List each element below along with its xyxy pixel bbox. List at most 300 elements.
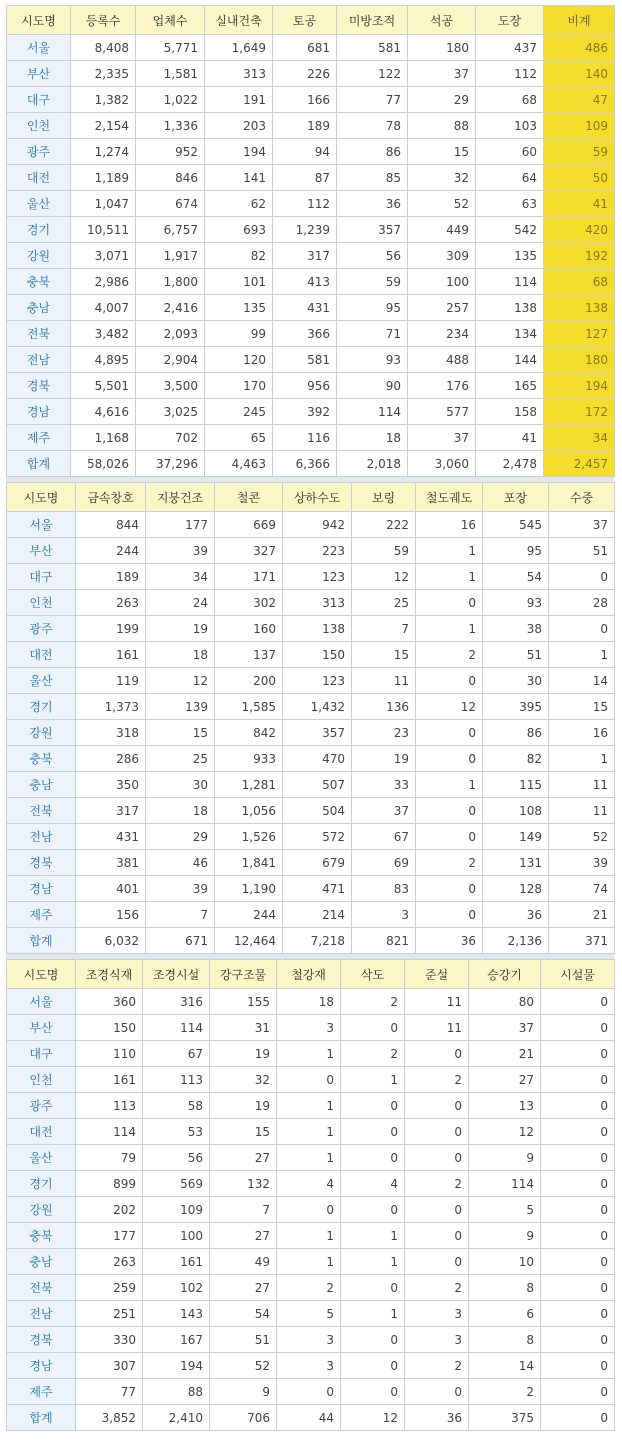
value-cell: 471 [283,876,352,902]
region-name-cell: 인천 [7,113,71,139]
value-cell: 0 [541,1015,615,1041]
region-name-cell: 충남 [7,295,71,321]
value-cell: 1,281 [215,772,283,798]
value-cell: 6,366 [273,451,337,477]
value-cell: 53 [143,1119,210,1145]
value-cell: 95 [483,538,549,564]
value-cell: 0 [416,668,483,694]
value-cell: 116 [273,425,337,451]
region-name-cell: 강원 [7,1197,76,1223]
value-cell: 401 [76,876,146,902]
value-cell: 189 [273,113,337,139]
value-cell: 0 [341,1327,405,1353]
value-cell: 2,093 [136,321,205,347]
value-cell: 19 [146,616,215,642]
value-cell: 21 [469,1041,541,1067]
table-header-row [7,6,615,35]
value-cell: 2,018 [337,451,408,477]
value-cell: 27 [210,1145,277,1171]
value-cell: 2,154 [71,113,136,139]
value-cell: 25 [352,590,416,616]
value-cell: 15 [210,1119,277,1145]
region-name-cell: 전남 [7,347,71,373]
value-cell: 99 [205,321,273,347]
value-cell: 191 [205,87,273,113]
value-cell: 135 [205,295,273,321]
value-cell: 63 [476,191,544,217]
value-cell: 144 [476,347,544,373]
table-row [7,165,615,191]
region-name-cell: 경남 [7,1353,76,1379]
table-row [7,590,615,616]
value-cell: 1 [277,1119,341,1145]
value-cell: 470 [283,746,352,772]
value-cell: 52 [210,1353,277,1379]
value-cell: 1,800 [136,269,205,295]
value-cell: 0 [541,1041,615,1067]
value-cell: 177 [146,512,215,538]
value-cell: 313 [205,61,273,87]
value-cell: 330 [76,1327,143,1353]
value-cell: 6,757 [136,217,205,243]
table-row [7,425,615,451]
region-name-cell: 대구 [7,1041,76,1067]
value-cell: 59 [337,269,408,295]
value-cell: 0 [541,989,615,1015]
column-header: 미방조적 [337,6,408,35]
value-cell: 1 [549,746,615,772]
region-name-cell: 경북 [7,850,76,876]
column-header: 수중 [549,483,615,512]
value-cell: 1,022 [136,87,205,113]
value-cell: 18 [337,425,408,451]
value-cell: 1,373 [76,694,146,720]
value-cell: 165 [476,373,544,399]
value-cell: 150 [76,1015,143,1041]
value-cell: 11 [549,798,615,824]
value-cell: 0 [541,1223,615,1249]
value-cell: 0 [541,1405,615,1431]
region-name-cell: 울산 [7,191,71,217]
value-cell: 1 [341,1301,405,1327]
value-cell: 33 [352,772,416,798]
value-cell: 0 [549,616,615,642]
table-row [7,217,615,243]
value-cell: 59 [352,538,416,564]
value-cell: 132 [210,1171,277,1197]
region-name-cell: 광주 [7,1093,76,1119]
region-name-cell: 전남 [7,1301,76,1327]
value-cell: 2 [416,642,483,668]
value-cell: 0 [341,1353,405,1379]
table-row [7,1301,615,1327]
value-cell: 88 [143,1379,210,1405]
value-cell: 488 [408,347,476,373]
value-cell: 0 [405,1119,469,1145]
value-cell: 1 [341,1223,405,1249]
value-cell: 0 [541,1327,615,1353]
column-header: 토공 [273,6,337,35]
value-cell: 131 [483,850,549,876]
value-cell: 2 [341,1041,405,1067]
table-row [7,373,615,399]
value-cell: 9 [469,1145,541,1171]
region-name-cell: 합계 [7,451,71,477]
value-cell: 674 [136,191,205,217]
table-row [7,642,615,668]
value-cell: 3 [405,1327,469,1353]
value-cell: 1 [277,1223,341,1249]
value-cell: 14 [549,668,615,694]
value-cell: 9 [210,1379,277,1405]
value-cell: 5 [469,1197,541,1223]
value-cell: 9 [469,1223,541,1249]
value-cell: 1,841 [215,850,283,876]
region-name-cell: 합계 [7,928,76,954]
value-cell: 34 [544,425,615,451]
value-cell: 194 [143,1353,210,1379]
value-cell: 138 [544,295,615,321]
value-cell: 67 [352,824,416,850]
value-cell: 56 [337,243,408,269]
value-cell: 2 [277,1275,341,1301]
value-cell: 0 [416,746,483,772]
table-row [7,1379,615,1405]
table-header-row [7,960,615,989]
value-cell: 2,457 [544,451,615,477]
value-cell: 155 [210,989,277,1015]
value-cell: 100 [143,1223,210,1249]
value-cell: 2 [341,989,405,1015]
value-cell: 1 [416,538,483,564]
value-cell: 395 [483,694,549,720]
value-cell: 1,649 [205,35,273,61]
column-header: 삭도 [341,960,405,989]
value-cell: 2,478 [476,451,544,477]
value-cell: 0 [277,1197,341,1223]
registration-table-3 [6,959,615,1431]
value-cell: 1 [416,616,483,642]
value-cell: 123 [283,668,352,694]
value-cell: 170 [205,373,273,399]
column-header: 조경식재 [76,960,143,989]
table-row [7,694,615,720]
value-cell: 86 [483,720,549,746]
value-cell: 150 [283,642,352,668]
value-cell: 4,463 [205,451,273,477]
value-cell: 844 [76,512,146,538]
value-cell: 77 [76,1379,143,1405]
value-cell: 12,464 [215,928,283,954]
column-header: 철강재 [277,960,341,989]
value-cell: 234 [408,321,476,347]
value-cell: 47 [544,87,615,113]
table-row [7,989,615,1015]
value-cell: 318 [76,720,146,746]
value-cell: 37,296 [136,451,205,477]
total-row [7,451,615,477]
value-cell: 0 [541,1119,615,1145]
value-cell: 29 [146,824,215,850]
value-cell: 38 [483,616,549,642]
region-name-cell: 경기 [7,694,76,720]
value-cell: 1,585 [215,694,283,720]
value-cell: 30 [146,772,215,798]
value-cell: 413 [273,269,337,295]
value-cell: 8 [469,1327,541,1353]
value-cell: 88 [408,113,476,139]
value-cell: 3,500 [136,373,205,399]
value-cell: 67 [143,1041,210,1067]
value-cell: 0 [277,1067,341,1093]
value-cell: 706 [210,1405,277,1431]
value-cell: 12 [146,668,215,694]
value-cell: 11 [352,668,416,694]
value-cell: 90 [337,373,408,399]
value-cell: 12 [341,1405,405,1431]
table-row [7,139,615,165]
value-cell: 123 [283,564,352,590]
value-cell: 0 [541,1067,615,1093]
value-cell: 693 [205,217,273,243]
table-row [7,87,615,113]
table-row [7,798,615,824]
value-cell: 54 [483,564,549,590]
table-row [7,512,615,538]
value-cell: 0 [405,1093,469,1119]
value-cell: 846 [136,165,205,191]
value-cell: 4 [277,1171,341,1197]
value-cell: 360 [76,989,143,1015]
value-cell: 5,771 [136,35,205,61]
value-cell: 203 [205,113,273,139]
region-name-cell: 전북 [7,798,76,824]
value-cell: 1,432 [283,694,352,720]
value-cell: 392 [273,399,337,425]
value-cell: 110 [76,1041,143,1067]
value-cell: 114 [76,1119,143,1145]
value-cell: 2 [469,1379,541,1405]
value-cell: 952 [136,139,205,165]
value-cell: 317 [273,243,337,269]
value-cell: 109 [143,1197,210,1223]
value-cell: 52 [408,191,476,217]
value-cell: 1 [277,1041,341,1067]
value-cell: 36 [405,1405,469,1431]
value-cell: 11 [549,772,615,798]
value-cell: 7 [210,1197,277,1223]
value-cell: 316 [143,989,210,1015]
region-name-cell: 울산 [7,1145,76,1171]
region-name-cell: 대구 [7,564,76,590]
value-cell: 0 [341,1197,405,1223]
value-cell: 0 [341,1015,405,1041]
value-cell: 681 [273,35,337,61]
value-cell: 3,060 [408,451,476,477]
region-name-cell: 제주 [7,425,71,451]
value-cell: 3 [352,902,416,928]
table-row [7,269,615,295]
value-cell: 158 [476,399,544,425]
statistics-page [6,5,614,1431]
value-cell: 109 [544,113,615,139]
value-cell: 112 [476,61,544,87]
value-cell: 1,047 [71,191,136,217]
region-name-cell: 전북 [7,321,71,347]
value-cell: 199 [76,616,146,642]
value-cell: 366 [273,321,337,347]
value-cell: 18 [146,798,215,824]
value-cell: 572 [283,824,352,850]
region-name-cell: 충북 [7,1223,76,1249]
value-cell: 2 [416,850,483,876]
column-header: 실내건축 [205,6,273,35]
value-cell: 545 [483,512,549,538]
value-cell: 10,511 [71,217,136,243]
value-cell: 49 [210,1249,277,1275]
region-name-cell: 제주 [7,902,76,928]
column-header: 비계 [544,6,615,35]
region-name-cell: 광주 [7,139,71,165]
column-header: 상하수도 [283,483,352,512]
value-cell: 13 [469,1093,541,1119]
value-cell: 114 [469,1171,541,1197]
value-cell: 114 [143,1015,210,1041]
value-cell: 194 [544,373,615,399]
column-header: 강구조물 [210,960,277,989]
region-name-cell: 서울 [7,989,76,1015]
column-header: 시도명 [7,6,71,35]
table-row [7,1171,615,1197]
value-cell: 166 [273,87,337,113]
region-name-cell: 경기 [7,217,71,243]
value-cell: 136 [352,694,416,720]
value-cell: 128 [483,876,549,902]
value-cell: 141 [205,165,273,191]
column-header: 준설 [405,960,469,989]
table-row [7,1249,615,1275]
value-cell: 14 [469,1353,541,1379]
value-cell: 0 [541,1249,615,1275]
value-cell: 375 [469,1405,541,1431]
value-cell: 1,168 [71,425,136,451]
value-cell: 0 [541,1379,615,1405]
value-cell: 581 [337,35,408,61]
value-cell: 39 [146,876,215,902]
value-cell: 15 [146,720,215,746]
value-cell: 156 [76,902,146,928]
value-cell: 0 [541,1275,615,1301]
table-row [7,243,615,269]
value-cell: 0 [416,720,483,746]
value-cell: 58 [143,1093,210,1119]
value-cell: 4,895 [71,347,136,373]
value-cell: 0 [341,1379,405,1405]
value-cell: 263 [76,1249,143,1275]
region-name-cell: 부산 [7,61,71,87]
value-cell: 1,190 [215,876,283,902]
region-name-cell: 대구 [7,87,71,113]
region-name-cell: 합계 [7,1405,76,1431]
value-cell: 87 [273,165,337,191]
value-cell: 5 [277,1301,341,1327]
value-cell: 1 [416,564,483,590]
value-cell: 32 [408,165,476,191]
registration-table-2 [6,482,615,954]
value-cell: 0 [405,1249,469,1275]
value-cell: 1 [416,772,483,798]
column-header: 금속창호 [76,483,146,512]
column-header: 등록수 [71,6,136,35]
value-cell: 3 [405,1301,469,1327]
region-name-cell: 인천 [7,1067,76,1093]
table-row [7,113,615,139]
value-cell: 313 [283,590,352,616]
value-cell: 7 [352,616,416,642]
value-cell: 31 [210,1015,277,1041]
value-cell: 307 [76,1353,143,1379]
value-cell: 23 [352,720,416,746]
value-cell: 6 [469,1301,541,1327]
value-cell: 0 [541,1353,615,1379]
value-cell: 679 [283,850,352,876]
value-cell: 39 [549,850,615,876]
value-cell: 245 [205,399,273,425]
value-cell: 956 [273,373,337,399]
value-cell: 93 [337,347,408,373]
region-name-cell: 경북 [7,373,71,399]
value-cell: 112 [273,191,337,217]
value-cell: 4,616 [71,399,136,425]
value-cell: 93 [483,590,549,616]
value-cell: 0 [549,564,615,590]
value-cell: 27 [210,1223,277,1249]
value-cell: 542 [476,217,544,243]
value-cell: 82 [205,243,273,269]
table-row [7,850,615,876]
value-cell: 101 [205,269,273,295]
value-cell: 0 [341,1093,405,1119]
column-header: 시도명 [7,960,76,989]
value-cell: 1,917 [136,243,205,269]
region-name-cell: 제주 [7,1379,76,1405]
value-cell: 3 [277,1327,341,1353]
table-row [7,1223,615,1249]
value-cell: 2 [405,1171,469,1197]
value-cell: 95 [337,295,408,321]
value-cell: 16 [549,720,615,746]
table-row [7,876,615,902]
value-cell: 244 [215,902,283,928]
value-cell: 1 [341,1067,405,1093]
value-cell: 420 [544,217,615,243]
value-cell: 50 [544,165,615,191]
table-row [7,61,615,87]
value-cell: 437 [476,35,544,61]
region-name-cell: 전남 [7,824,76,850]
value-cell: 251 [76,1301,143,1327]
table-row [7,564,615,590]
value-cell: 577 [408,399,476,425]
value-cell: 65 [205,425,273,451]
value-cell: 327 [215,538,283,564]
table-row [7,399,615,425]
value-cell: 15 [549,694,615,720]
value-cell: 0 [405,1223,469,1249]
value-cell: 77 [337,87,408,113]
column-header: 시도명 [7,483,76,512]
value-cell: 114 [337,399,408,425]
